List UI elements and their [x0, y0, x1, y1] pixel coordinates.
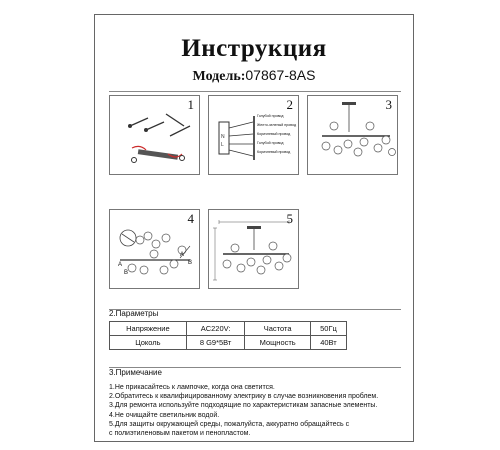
part-letter: B	[124, 270, 129, 276]
table-row	[110, 336, 347, 350]
svg-text:L: L	[221, 142, 224, 148]
table-cell: Напряжение	[110, 322, 187, 336]
list-item: 3.Для ремонта используйте подходящие по характеристикам запасные элементы.	[109, 402, 378, 410]
divider	[109, 91, 401, 92]
step-panel-1	[109, 95, 200, 175]
instruction-sheet	[94, 14, 414, 442]
step-number: 5	[286, 211, 293, 226]
parameters-table	[109, 321, 347, 350]
step-panel-4	[109, 209, 200, 289]
table-cell: 50Гц	[310, 322, 346, 336]
step-number: 2	[286, 97, 293, 112]
model-number: 07867-8AS	[245, 67, 316, 83]
wire-label: Коричневый провод	[257, 150, 291, 154]
assembly-icon	[110, 210, 200, 289]
section-notes-heading: 3.Примечание	[109, 368, 162, 377]
table-cell: Мощность	[245, 336, 311, 350]
step-number: 1	[187, 97, 194, 112]
part-letter: A	[180, 252, 185, 258]
wire-label: Желто-зеленый провод	[257, 123, 297, 127]
table-cell: AC220V:	[186, 322, 245, 336]
step-number: 4	[187, 211, 194, 226]
wire-label: Голубой провод	[257, 114, 284, 118]
wire-label: Коричневый провод	[257, 132, 291, 136]
list-item: с полиэтиленовым пакетом и пенопластом.	[109, 430, 251, 438]
wall-mount-icon	[110, 96, 200, 175]
chandelier-icon	[308, 96, 398, 175]
notes-list	[109, 383, 409, 438]
page-title: Инструкция	[181, 35, 327, 62]
part-letter: B	[188, 260, 193, 266]
svg-text:N: N	[221, 134, 225, 140]
part-letter: A	[118, 262, 123, 268]
list-item: 1.Не прикасайтесь к лампочке, когда она светится.	[109, 384, 275, 391]
model-line	[95, 67, 413, 85]
dimension-icon	[209, 210, 299, 289]
model-label: Модель:	[192, 69, 246, 84]
table-cell: Частота	[245, 322, 311, 336]
wire-label: Голубой провод	[257, 141, 284, 145]
wire-labels	[257, 112, 299, 157]
step-panel-3	[307, 95, 398, 175]
step-number: 3	[385, 97, 392, 112]
table-cell: 8 G9*5Вт	[186, 336, 245, 350]
table-cell: 40Вт	[310, 336, 346, 350]
step-panel-5	[208, 209, 299, 289]
step-panel-2	[208, 95, 299, 175]
table-cell: Цоколь	[110, 336, 187, 350]
list-item: 4.Не очищайте светильник водой.	[109, 411, 220, 419]
section-params-heading: 2.Параметры	[109, 309, 159, 318]
list-item: 5.Для защиты окружающей среды, пожалуйста, аккуратно обращайтесь с	[109, 420, 350, 428]
list-item: 2.Обратитесь к квалифицированному электрику в случае возникновения проблем.	[109, 393, 379, 401]
table-row	[110, 322, 347, 336]
